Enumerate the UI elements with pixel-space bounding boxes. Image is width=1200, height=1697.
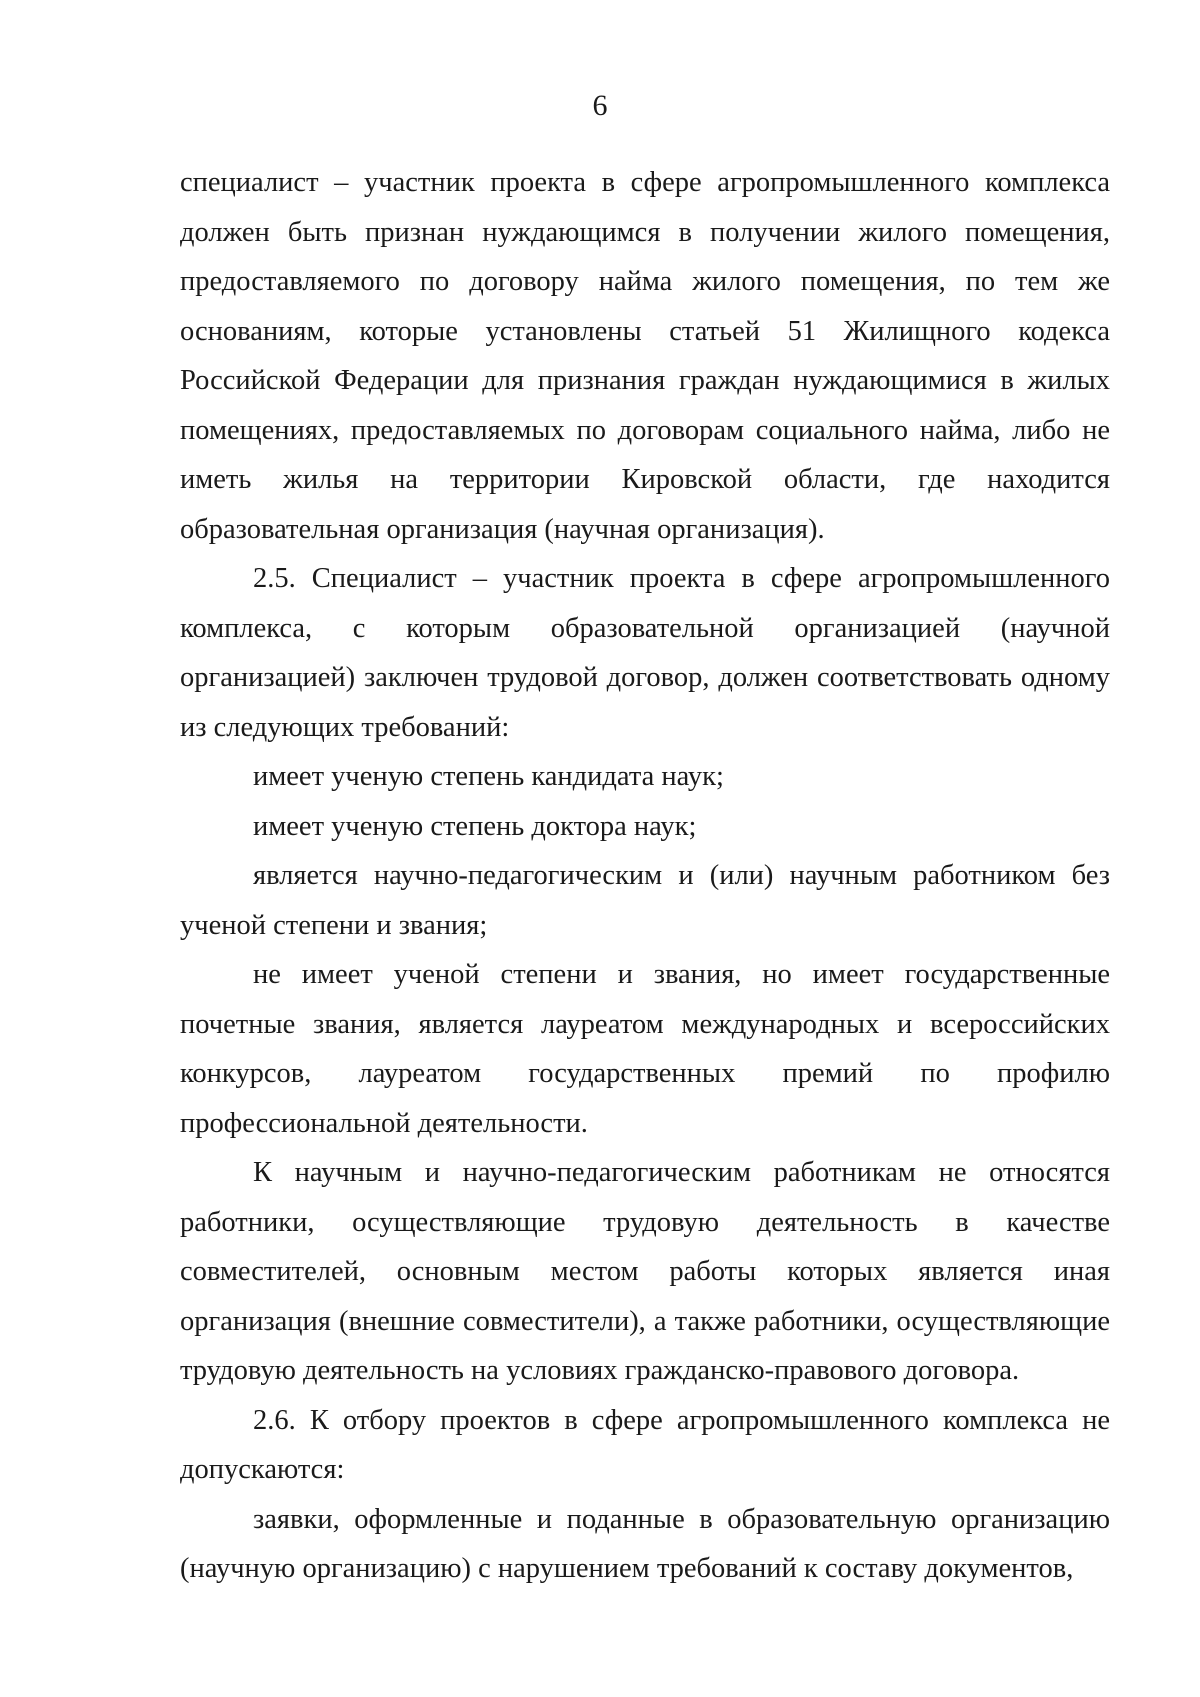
paragraph-2-6: 2.6. К отбору проектов в сфере агропромышленного комплекса не допускаются: [180, 1404, 1110, 1485]
paragraph-exclusions: К научным и научно-педагогическим работникам не относятся работники, осуществляющие трудовую деятельность в качестве совместителей, основным местом работы которых является иная организация (внешние совместители), а также работники, осуществляющие трудовую деятельность на условиях гражданско-правового договора. [180, 1157, 1110, 1386]
list-item-candidate-degree: имеет ученую степень кандидата наук; [253, 761, 724, 792]
page-number: 6 [592, 89, 608, 122]
list-item-doctor-degree: имеет ученую степень доктора наук; [253, 810, 697, 842]
list-item-applications: заявки, оформленные и поданные в образовательную организацию (научную организацию) с нарушением требований к составу документов, [180, 1503, 1110, 1584]
paragraph-2-5: 2.5. Специалист – участник проекта в сфере агропромышленного комплекса, с которым образовательной организацией (научной организацией) заключен трудовой договор, должен соответствовать одному из следующих требований: [180, 563, 1110, 743]
list-item-researcher-no-degree: является научно-педагогическим и (или) научным работником без ученой степени и звания; [180, 860, 1110, 941]
list-item-honorary-titles: не имеет ученой степени и звания, но имеет государственные почетные звания, является лауреатом международных и всероссийских конкурсов, лауреатом государственных премий по профилю профессиональной деятельности. [180, 959, 1110, 1139]
document-body [180, 158, 1110, 1594]
paragraph-housing-requirement: специалист – участник проекта в сфере агропромышленного комплекса должен быть признан нуждающимся в получении жилого помещения, предоставляемого по договору найма жилого помещения, по тем же основаниям, которые установлены статьей 51 Жилищного кодекса Российской Федерации для признания граждан нуждающимися в жилых помещениях, предоставляемых по договорам социального найма, либо не иметь жилья на территории Кировской области, где находится образовательная организация (научная организация). [180, 167, 1110, 545]
